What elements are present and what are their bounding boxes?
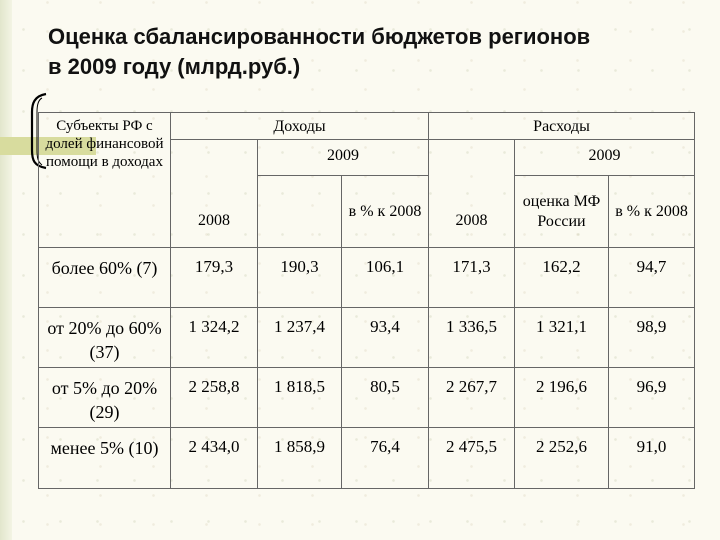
cell-expense-pct: 91,0 [609, 428, 695, 489]
cell-expense-2008: 1 336,5 [429, 308, 515, 368]
subject-header: Субъекты РФ с долей финансовой помощи в доходах [39, 113, 171, 248]
income-2009-header: 2009 [258, 140, 429, 176]
title-line-1: Оценка сбалансированности бюджетов регионов [48, 24, 591, 49]
cell-expense-2009: 1 321,1 [515, 308, 609, 368]
table-row [39, 308, 695, 368]
cell-income-2008: 1 324,2 [171, 308, 258, 368]
income-pct-header: в % к 2008 [342, 176, 429, 248]
expense-estimate-header: оценка МФ России [515, 176, 609, 248]
cell-expense-2009: 2 196,6 [515, 368, 609, 428]
table-row [39, 248, 695, 308]
slide-title [48, 22, 688, 82]
cell-expense-2008: 2 267,7 [429, 368, 515, 428]
left-decor-bar [0, 0, 12, 540]
cell-expense-2008: 171,3 [429, 248, 515, 308]
cell-income-pct: 80,5 [342, 368, 429, 428]
table-row [39, 428, 695, 489]
expense-pct-header: в % к 2008 [609, 176, 695, 248]
cell-income-2008: 2 258,8 [171, 368, 258, 428]
cell-expense-pct: 96,9 [609, 368, 695, 428]
cell-expense-2009: 2 252,6 [515, 428, 609, 489]
cell-expense-2009: 162,2 [515, 248, 609, 308]
income-2008-header: 2008 [171, 140, 258, 248]
title-line-2: в 2009 году (млрд.руб.) [48, 54, 301, 79]
cell-income-pct: 76,4 [342, 428, 429, 489]
table-row [39, 368, 695, 428]
cell-income-2009: 1 818,5 [258, 368, 342, 428]
cell-expense-2008: 2 475,5 [429, 428, 515, 489]
cell-income-2009: 190,3 [258, 248, 342, 308]
row-label: от 20% до 60% (37) [39, 308, 171, 368]
cell-income-pct: 106,1 [342, 248, 429, 308]
income-2009-value-header [258, 176, 342, 248]
expense-2008-header: 2008 [429, 140, 515, 248]
row-label: более 60% (7) [39, 248, 171, 308]
cell-expense-pct: 98,9 [609, 308, 695, 368]
header-row-groups [39, 113, 695, 140]
cell-income-2008: 2 434,0 [171, 428, 258, 489]
expense-2009-header: 2009 [515, 140, 695, 176]
cell-income-2009: 1 858,9 [258, 428, 342, 489]
row-label: менее 5% (10) [39, 428, 171, 489]
income-header: Доходы [171, 113, 429, 140]
cell-income-pct: 93,4 [342, 308, 429, 368]
cell-income-2008: 179,3 [171, 248, 258, 308]
budget-table [38, 112, 695, 489]
row-label: от 5% до 20% (29) [39, 368, 171, 428]
cell-income-2009: 1 237,4 [258, 308, 342, 368]
expense-header: Расходы [429, 113, 695, 140]
cell-expense-pct: 94,7 [609, 248, 695, 308]
